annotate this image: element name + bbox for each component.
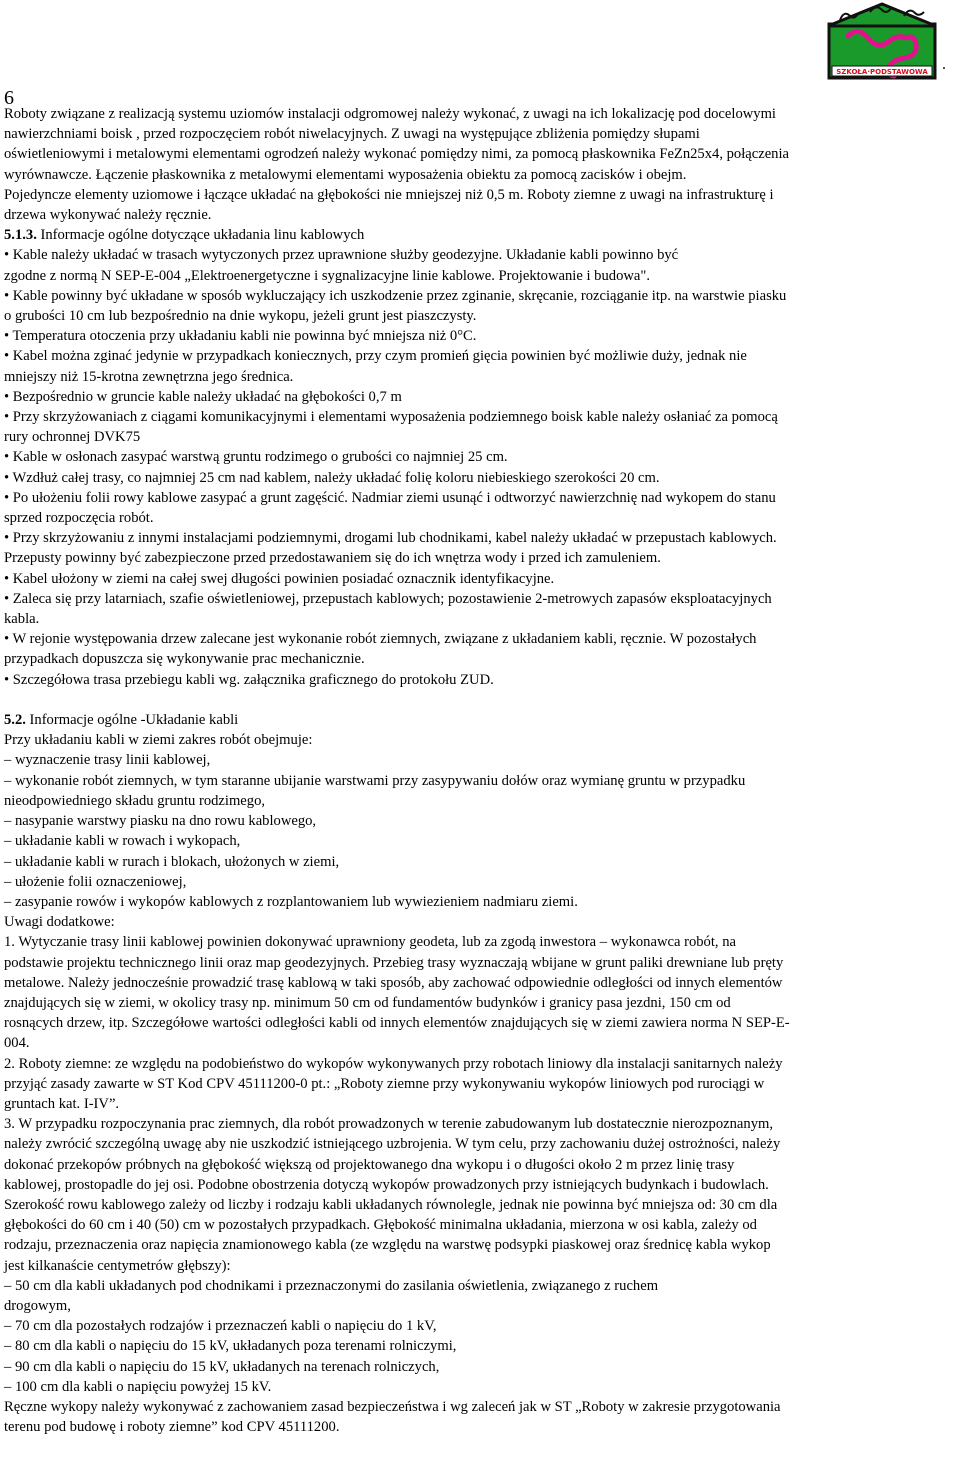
text-line: terenu pod budowę i roboty ziemne” kod CPV 45111200. — [4, 1419, 340, 1436]
text-line: Ręczne wykopy należy wykonywać z zachowaniem zasad bezpieczeństwa i wg zaleceń jak w ST „Roboty w zakresie przygotowania — [4, 1398, 781, 1415]
section-heading — [4, 710, 956, 730]
text-line: przypadkach dopuszcza się wykonywanie prac mechanicznie. — [4, 651, 365, 668]
text-line: • Temperatura otoczenia przy układaniu kabli nie powinna być mniejsza niż 0°C. — [4, 328, 477, 345]
text-line: – wykonanie robót ziemnych, w tym staranne ubijanie warstwami przy zasypywaniu dołów oraz wymianę gruntu w przypadku — [4, 772, 746, 789]
section-number: 5.1.3. — [4, 227, 37, 244]
text-line: • Szczegółowa trasa przebiegu kabli wg. załącznika graficznego do protokołu ZUD. — [4, 671, 494, 688]
text-line: nawierzchniami boisk , przed rozpoczęciem robót niwelacyjnych. Z uwagi na występujące zbliżenia pomiędzy słupami — [4, 126, 700, 143]
text-line: gruntach kat. I-IV”. — [4, 1095, 120, 1112]
section-number: 5.2. — [4, 712, 26, 729]
text-line: dokonać przekopów próbnych na głębokość większą od projektowanego dna wykopu i o długości około 2 m przez linię trasy — [4, 1156, 735, 1173]
text-line: – ułożenie folii oznaczeniowej, — [4, 873, 187, 890]
text-line: kablowej, prostopadle do jej osi. Podobne obostrzenia dotyczą wykopów prowadzonych przy istniejących budynkach i budowlach. — [4, 1176, 769, 1193]
text-line: rosnących drzew, itp. Szczegółowe wartości odległości kabli od innych elementów znajdujących się w ziemi zawiera norma N SEP-E- — [4, 1015, 790, 1032]
text-line: drzewa wykonywać należy ręcznie. — [4, 207, 212, 224]
text-line: • Kable powinny być układane w sposób wykluczający ich uszkodzenie przez zginanie, skręcanie, rozciąganie itp. na warstwie piasku — [4, 287, 787, 304]
text-line: 004. — [4, 1035, 30, 1052]
corner-mark: . — [942, 56, 946, 73]
text-line: • W rejonie występowania drzew zalecane jest wykonanie robót ziemnych, związane z układaniem kabli, ręcznie. W pozostałych — [4, 631, 757, 648]
text-line: o grubości 10 cm lub bezpośrednio na dnie wykopu, jeżeli grunt jest piaszczysty. — [4, 308, 477, 325]
text-line: • Kabel można zginać jedynie w przypadkach koniecznych, przy czym promień gięcia powinien być możliwie duży, jednak nie — [4, 348, 747, 365]
text-line: kabla. — [4, 611, 40, 628]
section-5-2 — [4, 710, 956, 1437]
section-spacer — [4, 690, 956, 710]
school-logo — [826, 2, 938, 80]
document-body — [4, 104, 956, 1437]
text-line: rury ochronnej DVK75 — [4, 429, 141, 446]
text-line: – 100 cm dla kabli o napięciu powyżej 15 kV. — [4, 1378, 272, 1395]
text-line: Przy układaniu kabli w ziemi zakres robót obejmuje: — [4, 732, 313, 749]
text-line: • Zaleca się przy latarniach, szafie oświetleniowej, przepustach kablowych; pozostawienie 2-metrowych zapasów eksploatacyjnych — [4, 590, 772, 607]
text-line: – 80 cm dla kabli o napięciu do 15 kV, układanych poza terenami rolniczymi, — [4, 1338, 457, 1355]
text-line: – 50 cm dla kabli układanych pod chodnikami i przeznaczonymi do zasilania oświetlenia, związanego z ruchem — [4, 1277, 659, 1294]
text-line: jest kilkanaście centymetrów głębszy): — [4, 1257, 231, 1274]
text-line: Uwagi dodatkowe: — [4, 914, 115, 931]
text-line: • Wzdłuż całej trasy, co najmniej 25 cm nad kablem, należy układać folię koloru niebieskiego szerokości 20 cm. — [4, 469, 660, 486]
text-line: Przepusty powinny być zabezpieczone przed przedostawaniem się do ich wnętrza wody i przed ich zamuleniem. — [4, 550, 661, 567]
text-line: mniejszy niż 15-krotna zewnętrzna jego średnica. — [4, 368, 294, 385]
text-line: – zasypanie rowów i wykopów kablowych z rozplantowaniem lub wywiezieniem nadmiaru ziemi. — [4, 893, 578, 910]
text-line: • Kabel ułożony w ziemi na całej swej długości powinien posiadać oznacznik identyfikacyjne. — [4, 570, 555, 587]
text-line: – 70 cm dla pozostałych rodzajów i przeznaczeń kabli o napięciu do 1 kV, — [4, 1318, 437, 1335]
text-line: nieodpowiedniego składu gruntu rodzimego, — [4, 792, 266, 809]
section-title: Informacje ogólne dotyczące układania linu kablowych — [36, 227, 365, 244]
section-title: Informacje ogólne -Układanie kabli — [25, 712, 239, 729]
text-line: • Po ułożeniu folii rowy kablowe zasypać a grunt zagęścić. Nadmiar ziemi usunąć i odtworzyć nawierzchnię nad wykopem do stanu — [4, 489, 776, 506]
text-line: należy zwrócić szczególną uwagę aby nie uszkodzić istniejącego uzbrojenia. W tym celu, przy zachowaniu dużej ostrożności, należy — [4, 1136, 781, 1153]
text-line: – układanie kabli w rurach i blokach, ułożonych w ziemi, — [4, 853, 340, 870]
section-5-1-3 — [4, 225, 956, 690]
text-line: znajdujących się w ziemi, w okolicy trasy np. minimum 50 cm od fundamentów budynków i granicy pasa jezdni, 150 cm od — [4, 994, 731, 1011]
text-line: drogowym, — [4, 1297, 71, 1314]
text-line: – 90 cm dla kabli o napięciu do 15 kV, układanych na terenach rolniczych, — [4, 1358, 440, 1375]
text-line: • Kable w osłonach zasypać warstwą gruntu rodzimego o grubości co najmniej 25 cm. — [4, 449, 508, 466]
page-number: 6 — [4, 87, 14, 109]
text-line: rodzaju, przeznaczenia oraz napięcia znamionowego kabla (ze względu na warstwę podsypki piaskowej oraz średnicę kabla wykop — [4, 1237, 771, 1254]
text-line: • Kable należy układać w trasach wytyczonych przez uprawnione służby geodezyjne. Układanie kabli powinno być — [4, 247, 679, 264]
text-line: 2. Roboty ziemne: ze względu na podobieństwo do wykopów wykonywanych przy robotach liniowy dla instalacji sanitarnych należy — [4, 1055, 783, 1072]
text-line: • Przy skrzyżowaniu z innymi instalacjami podziemnymi, drogami lub chodnikami, kabel należy układać w przepustach kablowych. — [4, 530, 777, 547]
text-line: Pojedyncze elementy uziomowe i łączące układać na głębokości nie mniejszej niż 0,5 m. Roboty ziemne z uwagi na infrastrukturę i — [4, 186, 774, 203]
text-line: sprzed rozpoczęcia robót. — [4, 510, 154, 527]
text-line: – wyznaczenie trasy linii kablowej, — [4, 752, 211, 769]
text-line: metalowe. Należy jednocześnie prowadzić trasę kablową w taki sposób, aby zachować odpowiednie odległości od innych elementów — [4, 974, 783, 991]
section-heading — [4, 225, 956, 245]
text-line: zgodne z normą N SEP-E-004 „Elektroenergetyczne i sygnalizacyjne linie kablowe. Projektowanie i budowa". — [4, 267, 650, 284]
text-line: – nasypanie warstwy piasku na dno rowu kablowego, — [4, 813, 317, 830]
text-line: 3. W przypadku rozpoczynania prac ziemnych, dla robót prowadzonych w terenie zabudowanym lub dostatecznie nierozpoznanym, — [4, 1116, 773, 1133]
text-line: – układanie kabli w rowach i wykopach, — [4, 833, 241, 850]
text-line: wyrównawcze. Łączenie płaskownika z metalowymi elementami wyposażenia obiektu za pomocą zacisków i obejm. — [4, 166, 687, 183]
text-line: przyjąć zasady zawarte w ST Kod CPV 45111200-0 pt.: „Roboty ziemne przy wykonywaniu wykopów liniowych pod rurociągi w — [4, 1075, 765, 1092]
text-line: głębokości do 60 cm i 40 (50) cm w pozostałych przypadkach. Głębokość minimalna układania, mierzona w osi kabla, zależy od — [4, 1217, 757, 1234]
text-line: 1. Wytyczanie trasy linii kablowej powinien dokonywać uprawniony geodeta, lub za zgodą inwestora – wykonawca robót, na — [4, 934, 736, 951]
logo-caption: SZKOŁA·PODSTAWOWA — [836, 68, 928, 76]
logo-graphic — [826, 2, 938, 80]
text-line: • Bezpośrednio w gruncie kable należy układać na głębokości 0,7 m — [4, 388, 402, 405]
text-line: • Przy skrzyżowaniach z ciągami komunikacyjnymi i elementami wyposażenia podziemnego boisk kable należy osłaniać za pomocą — [4, 409, 778, 426]
text-line: Roboty związane z realizacją systemu uziomów instalacji odgromowej należy wykonać, z uwagi na ich lokalizację pod docelowymi — [4, 106, 776, 122]
intro-paragraph — [4, 104, 956, 225]
text-line: Szerokość rowu kablowego zależy od liczby i rodzaju kabli układanych równolegle, jednak nie powinna być mniejsza od: 30 cm dla — [4, 1196, 778, 1213]
text-line: oświetleniowymi i metalowymi elementami ogrodzeń należy wykonać pomiędzy nimi, za pomocą płaskownika FeZn25x4, połączenia — [4, 146, 789, 163]
text-line: podstawie projektu technicznego linii oraz map geodezyjnych. Przebieg trasy wyznaczają wbijane w grunt paliki drewniane lub pręty — [4, 954, 784, 971]
